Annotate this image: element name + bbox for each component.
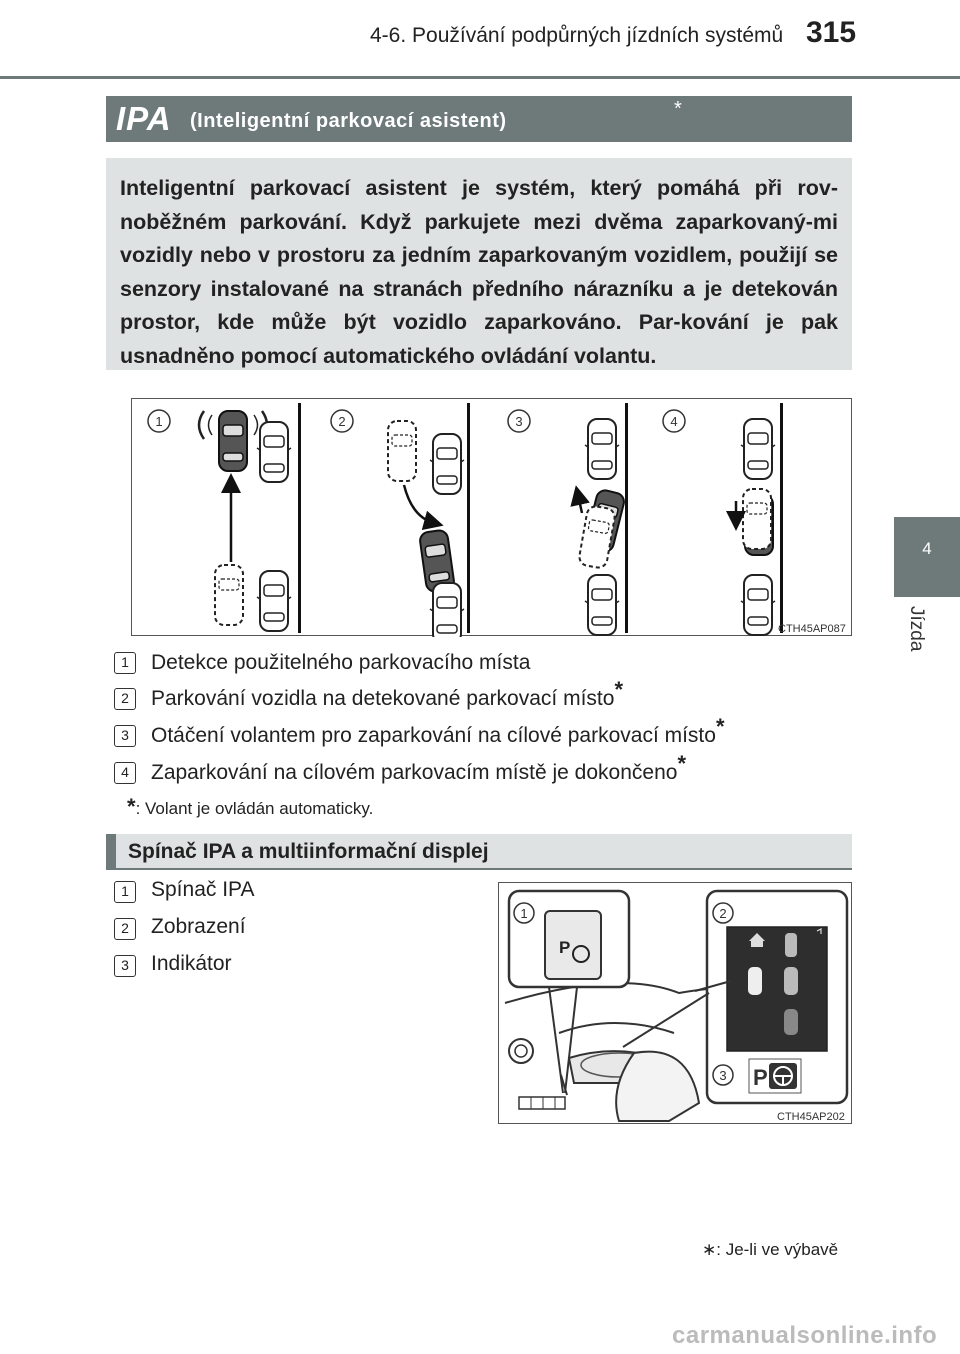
chapter-tab (894, 517, 960, 597)
watermark: carmanualsonline.info (672, 1322, 938, 1349)
intro-box (106, 158, 852, 370)
figure-code: CTH45AP202 (777, 1111, 845, 1123)
note-star: * (127, 794, 136, 819)
step-marker-4 (663, 410, 685, 432)
parking-steps-illustration (132, 399, 853, 637)
intro-text: Inteligentní parkovací asistent je systém, který pomáhá při rov-noběžném parkování. Když parkujete mezi dvěma zaparkovaný-mi vozidly nebo v prostoru za jedním zaparkovaným vozidlem, použijí se senzory instalované na stranách předního nárazníku a je detekován prostor, kde může být vozidlo zaparkováno. Par-kování je pak usnadněno pomocí automatického ovládání volantu. (120, 176, 838, 368)
page-title (106, 96, 852, 142)
step-marker-2 (331, 410, 353, 432)
step-number-box: 1 (114, 652, 136, 674)
step-marker-1 (148, 410, 170, 432)
step-text: Detekce použitelného parkovacího místa (151, 651, 531, 674)
step-star: * (715, 714, 725, 739)
step-text: Parkování vozidla na detekované parkovací místo (151, 687, 615, 710)
callout-2-label: 2 (719, 906, 727, 921)
section-heading-text: Spínač IPA a multiinformační displej (128, 840, 489, 863)
section-heading (106, 834, 852, 870)
component-number-box: 1 (114, 881, 136, 903)
chapter-label: Jízda (906, 606, 927, 652)
page-number: 315 (806, 16, 857, 49)
component-text: Spínač IPA (151, 878, 255, 901)
step-marker-2-label: 2 (338, 414, 346, 429)
step-star: * (677, 751, 686, 776)
step-number-box: 2 (114, 688, 136, 710)
note-text: : Volant je ovládán automaticky. (135, 799, 374, 818)
component-number-box: 2 (114, 918, 136, 940)
step-marker-3-label: 3 (515, 414, 523, 429)
callout-1-label: 1 (520, 906, 528, 921)
multi-info-display (727, 927, 827, 1051)
footnote-star: ∗ (702, 1240, 717, 1259)
step-text: Otáčení volantem pro zaparkování na cílové parkovací místo (151, 724, 716, 747)
step-marker-1-label: 1 (155, 414, 163, 429)
title-main: IPA (116, 100, 172, 137)
title-star: * (674, 98, 682, 120)
step-star: * (614, 677, 623, 702)
ipa-switch-display-figure (498, 882, 852, 1124)
step-marker-4-label: 4 (670, 414, 678, 429)
header-rule (0, 76, 960, 79)
section-title: 4-6. Používání podpůrných jízdních systémů (370, 24, 784, 47)
page-header (0, 0, 960, 80)
step-number-box: 3 (114, 725, 136, 747)
ipa-switch-glyph: P (559, 938, 571, 957)
figure-code: CTH45AP087 (778, 623, 846, 635)
component-text: Zobrazení (151, 915, 246, 938)
automatic-steering-note (127, 794, 373, 820)
step-number-box: 4 (114, 762, 136, 784)
parking-steps-figure (131, 398, 852, 636)
step-text: Zaparkování na cílovém parkovacím místě je dokončeno (151, 761, 678, 784)
callout-3-label: 3 (719, 1068, 727, 1083)
component-number-box: 3 (114, 955, 136, 977)
chapter-number: 4 (922, 539, 932, 558)
title-subtitle: (Inteligentní parkovací asistent) (190, 110, 507, 132)
component-text: Indikátor (151, 952, 232, 975)
equipment-footnote (702, 1240, 838, 1260)
footnote-text: : Je-li ve výbavě (716, 1240, 839, 1259)
dashboard-illustration (499, 883, 853, 1125)
step-marker-3 (508, 410, 530, 432)
indicator-glyph: P (753, 1065, 768, 1090)
